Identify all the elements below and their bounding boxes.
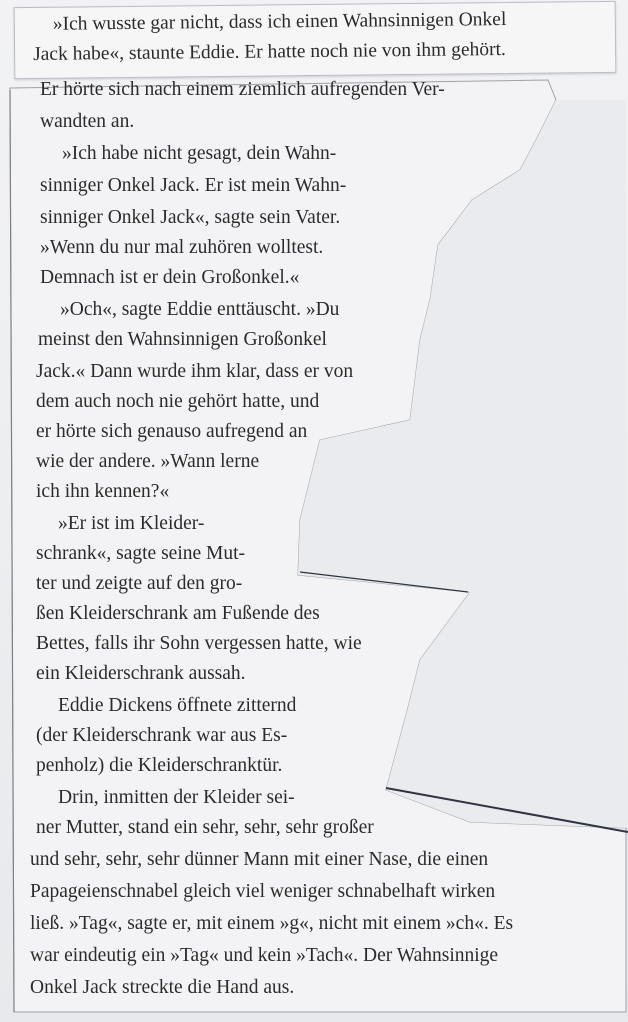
text-line: wandten an. [40,111,135,132]
text-line: Demnach ist er dein Großonkel.« [40,267,300,288]
top-paper-strip [14,1,617,79]
text-line: ßen Kleiderschrank am Fußende des [36,603,320,624]
text-line: sinniger Onkel Jack. Er ist mein Wahn- [40,175,347,196]
text-line: ein Kleiderschrank aussah. [36,663,246,684]
text-line: schrank«, sagte seine Mut- [36,543,246,564]
text-line: ner Mutter, stand ein sehr, sehr, sehr großer [36,817,374,838]
text-line: penholz) die Kleiderschranktür. [36,755,283,776]
text-line: Drin, inmitten der Kleider sei- [58,787,295,808]
text-line: und sehr, sehr, sehr dünner Mann mit einer Nase, die einen [30,849,489,870]
text-line: sinniger Onkel Jack«, sagte sein Vater. [40,207,341,228]
text-line: Bettes, falls ihr Sohn vergessen hatte, wie [36,633,362,654]
text-line: Er hörte sich nach einem ziemlich aufregenden Ver- [40,79,445,100]
text-line: ich ihn kennen?« [36,481,170,502]
text-line: war eindeutig ein »Tag« und kein »Tach«. Der Wahnsinnige [30,945,499,966]
text-line: »Och«, sagte Eddie enttäuscht. »Du [60,299,340,320]
text-line: Papageienschnabel gleich viel weniger schnabelhaft wirken [30,881,496,902]
text-line: »Wenn du nur mal zuhören wolltest. [40,237,324,258]
text-line: ter und zeigte auf den gro- [36,573,243,594]
text-line: ließ. »Tag«, sagte er, mit einem »g«, nicht mit einem »ch«. Es [30,913,514,934]
text-line: Jack.« Dann wurde ihm klar, dass er von [36,361,354,382]
text-line: Onkel Jack streckte die Hand aus. [30,977,295,998]
strip-line-1: »Ich wusste gar nicht, dass ich einen Wahnsinnigen Onkel [52,8,507,35]
text-line: er hörte sich genauso aufregend an [36,421,308,442]
text-line: meinst den Wahnsinnigen Großonkel [38,329,327,350]
text-line: wie der andere. »Wann lerne [36,451,260,472]
text-line: (der Kleiderschrank war aus Es- [36,725,288,746]
text-line: dem auch noch nie gehört hatte, und [36,391,320,412]
text-line: Eddie Dickens öffnete zitternd [58,695,297,716]
strip-line-2: Jack habe«, staunte Eddie. Er hatte noch nie von ihm gehört. [33,39,506,65]
text-line: »Er ist im Kleider- [58,513,205,534]
text-line: »Ich habe nicht gesagt, dein Wahn- [62,143,337,164]
